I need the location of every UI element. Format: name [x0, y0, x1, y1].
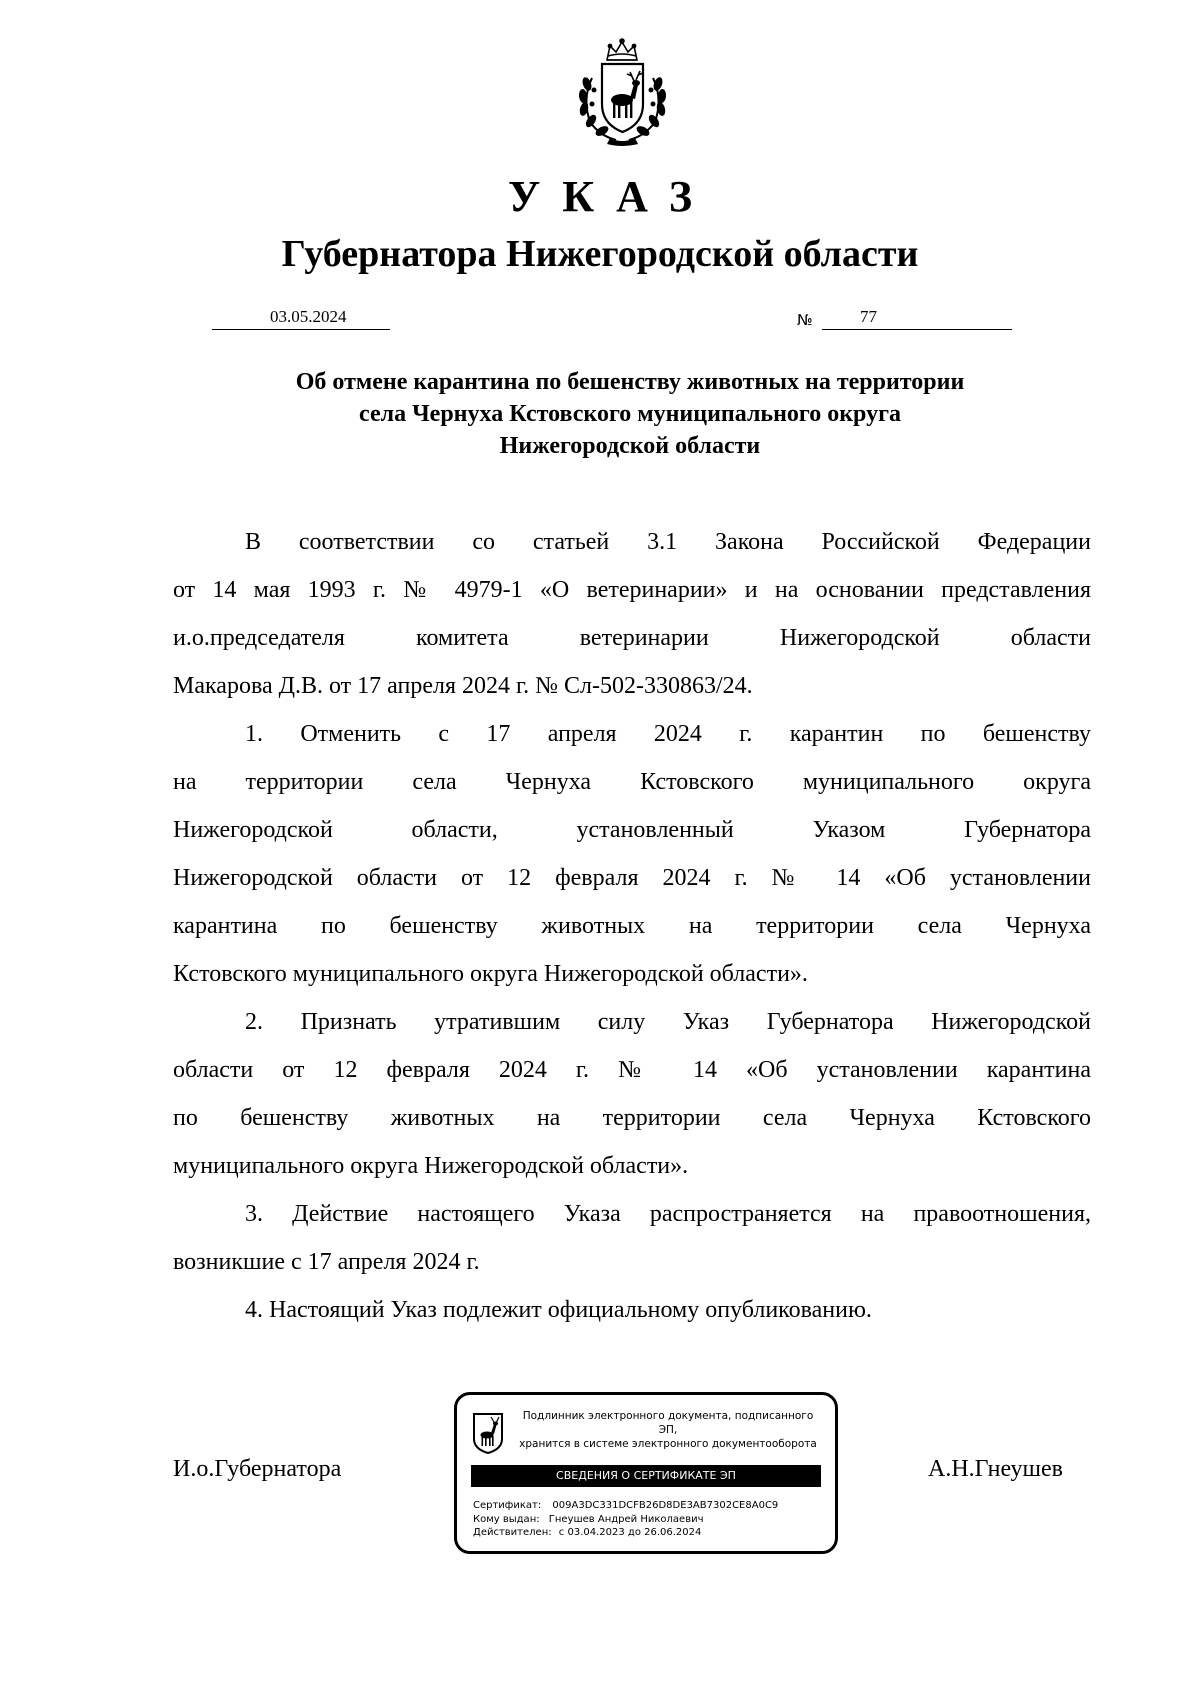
issued-to-value: Гнеушев Андрей Николаевич — [548, 1513, 704, 1525]
text-line: 2. Признать утратившим силу Указ Губернатора Нижегородской — [245, 1009, 1091, 1035]
certificate-row — [473, 1499, 778, 1513]
validity-row — [473, 1526, 778, 1540]
certificate-value: 009A3DC331DCFB26D8DE3AB7302CE8A0C9 — [552, 1500, 779, 1511]
clause-3-paragraph — [173, 1190, 1091, 1286]
issued-to-label: Кому выдан: — [473, 1513, 540, 1525]
document-title — [170, 366, 1090, 462]
document-date-value: 03.05.2024 — [270, 307, 347, 326]
stamp-certificate-header: СВЕДЕНИЯ О СЕРТИФИКАТЕ ЭП — [471, 1465, 821, 1487]
document-type-heading: УКАЗ — [507, 172, 715, 221]
text-line: Кстовского муниципального округа Нижегородской области». — [173, 961, 808, 987]
document-number-value: 77 — [860, 307, 877, 326]
stamp-note-line: хранится в системе электронного документооборота — [519, 1438, 817, 1450]
text-line: 4. Настоящий Указ подлежит официальному опубликованию. — [245, 1297, 872, 1323]
text-line: по бешенству животных на территории села Чернуха Кстовского — [173, 1105, 1091, 1131]
e-signature-stamp — [454, 1392, 838, 1554]
validity-value: с 03.04.2023 до 26.06.2024 — [558, 1527, 702, 1538]
preamble-paragraph — [173, 518, 1091, 710]
deer-shield-icon — [471, 1411, 505, 1455]
title-line: села Чернуха Кстовского муниципального округа — [359, 401, 901, 427]
text-line: муниципального округа Нижегородской области». — [173, 1153, 689, 1179]
stamp-certificate-details — [473, 1499, 778, 1540]
document-date — [270, 306, 347, 328]
clause-2-paragraph — [173, 998, 1091, 1190]
validity-label: Действителен: — [473, 1527, 552, 1538]
text-line: на территории села Чернуха Кстовского муниципального округа — [173, 769, 1091, 795]
signatory-name: А.Н.Гнеушев — [928, 1456, 1063, 1482]
stamp-note — [513, 1409, 823, 1451]
text-line: 3. Действие настоящего Указа распространяется на правоотношения, — [245, 1201, 1091, 1227]
number-sign: № — [797, 311, 813, 329]
text-line: от 14 мая 1993 г. № 4979-1 «О ветеринарии» и на основании представления — [173, 577, 1091, 603]
text-line: Нижегородской области, установленный Указом Губернатора — [173, 817, 1091, 843]
issued-to-row — [473, 1513, 778, 1527]
title-line: Об отмене карантина по бешенству животных на территории — [295, 369, 965, 395]
date-underline — [212, 329, 390, 330]
title-line: Нижегородской области — [499, 433, 761, 459]
clause-1-paragraph — [173, 710, 1091, 998]
text-line: и.о.председателя комитета ветеринарии Нижегородской области — [173, 625, 1091, 651]
text-line: В соответствии со статьей 3.1 Закона Российской Федерации — [245, 529, 1091, 555]
text-line: карантина по бешенству животных на территории села Чернуха — [173, 913, 1091, 939]
clause-4-paragraph — [173, 1286, 1091, 1334]
text-line: области от 12 февраля 2024 г. № 14 «Об установлении карантина — [173, 1057, 1091, 1083]
signatory-role: И.о.Губернатора — [173, 1456, 342, 1482]
text-line: Нижегородской области от 12 февраля 2024 г. № 14 «Об установлении — [173, 865, 1091, 891]
text-line: возникшие с 17 апреля 2024 г. — [173, 1249, 480, 1275]
number-underline — [822, 329, 1012, 330]
issuing-authority: Губернатора Нижегородской области — [281, 233, 919, 275]
text-line: Макарова Д.В. от 17 апреля 2024 г. № Сл-502-330863/24. — [173, 673, 753, 699]
document-number — [860, 306, 877, 328]
stamp-note-line: Подлинник электронного документа, подписанного ЭП, — [522, 1410, 814, 1436]
certificate-label: Сертификат: — [473, 1500, 542, 1511]
text-line: 1. Отменить с 17 апреля 2024 г. карантин по бешенству — [245, 721, 1091, 747]
document-body — [173, 518, 1091, 1334]
coat-of-arms-icon — [570, 38, 675, 146]
